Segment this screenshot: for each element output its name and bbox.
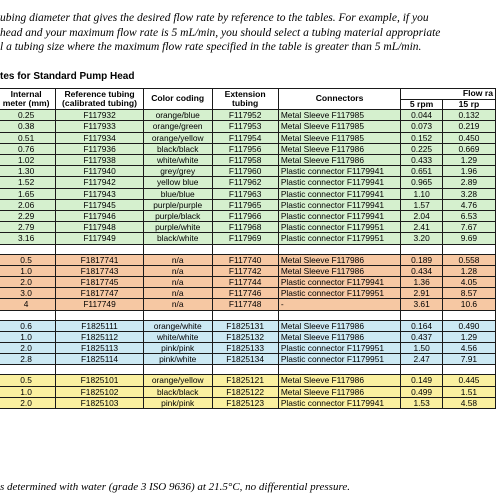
cell-color-coding: n/a: [143, 299, 212, 310]
cell-extension-tubing: F117953: [212, 121, 278, 132]
header-reference-tubing-text: Reference tubing (calibrated tubing): [62, 88, 138, 109]
separator-cell: [56, 244, 144, 254]
separator-cell: [212, 244, 278, 254]
cell-reference-tubing: F117933: [56, 121, 144, 132]
separator-cell: [212, 310, 278, 320]
cell-reference-tubing: F1825111: [56, 320, 144, 331]
separator-cell: [401, 365, 443, 375]
cell-connectors: Metal Sleeve F117986: [278, 331, 401, 342]
cell-connectors: Plastic connector F1179941: [278, 166, 401, 177]
cell-connectors: Plastic connector F1179941: [278, 199, 401, 210]
cell-connectors: Plastic connector F1179951: [278, 288, 401, 299]
cell-color-coding: purple/black: [143, 211, 212, 222]
cell-flow-5rpm: 1.57: [401, 199, 443, 210]
cell-flow-5rpm: 0.651: [401, 166, 443, 177]
cell-flow-5rpm: 0.433: [401, 155, 443, 166]
separator-cell: [212, 365, 278, 375]
cell-color-coding: orange/blue: [143, 110, 212, 121]
cell-color-coding: yellow blue: [143, 177, 212, 188]
flow-rate-table-body: [0, 110, 496, 409]
separator-cell: [143, 310, 212, 320]
cell-flow-15rpm: 8.57: [442, 288, 495, 299]
header-15-rpm: 15 rp: [442, 99, 495, 110]
table-row: [0, 343, 496, 354]
separator-cell: [278, 244, 401, 254]
header-flow-rate-text: Flow ra: [462, 88, 493, 98]
cell-connectors: Plastic connector F1179951: [278, 354, 401, 365]
cell-flow-15rpm: 7.91: [442, 354, 495, 365]
cell-extension-tubing: F117958: [212, 155, 278, 166]
cell-connectors: Metal Sleeve F117985: [278, 110, 401, 121]
cell-color-coding: n/a: [143, 254, 212, 265]
cell-reference-tubing: F1825112: [56, 331, 144, 342]
cell-flow-15rpm: 3.28: [442, 188, 495, 199]
cell-flow-5rpm: 0.965: [401, 177, 443, 188]
cell-reference-tubing: F117940: [56, 166, 144, 177]
cell-extension-tubing: F117965: [212, 199, 278, 210]
table-row: [0, 277, 496, 288]
header-color-coding-text: Color coding: [151, 93, 205, 104]
cell-flow-15rpm: 1.51: [442, 386, 495, 397]
cell-extension-tubing: F117969: [212, 233, 278, 244]
cell-connectors: Metal Sleeve F117986: [278, 254, 401, 265]
group-separator-row: [0, 310, 496, 320]
table-row: [0, 143, 496, 154]
cell-internal-diameter: 2.8: [0, 354, 56, 365]
cell-flow-5rpm: 0.499: [401, 386, 443, 397]
cell-extension-tubing: F117966: [212, 211, 278, 222]
cell-internal-diameter: 1.52: [0, 177, 56, 188]
cell-flow-15rpm: 0.445: [442, 375, 495, 386]
separator-cell: [143, 365, 212, 375]
cell-flow-5rpm: 0.044: [401, 110, 443, 121]
cell-reference-tubing: F117943: [56, 188, 144, 199]
intro-line: ubing diameter that gives the desired flow rate by reference to the tables. For example, if you: [0, 12, 429, 24]
cell-internal-diameter: 4: [0, 299, 56, 310]
header-internal-diameter-text: Internal meter (mm): [2, 88, 50, 109]
cell-connectors: Plastic connector F1179941: [278, 211, 401, 222]
cell-reference-tubing: F117946: [56, 211, 144, 222]
cell-flow-5rpm: 0.434: [401, 265, 443, 276]
cell-reference-tubing: F117938: [56, 155, 144, 166]
cell-color-coding: white/white: [143, 331, 212, 342]
table-row: [0, 397, 496, 408]
cell-flow-5rpm: 3.20: [401, 233, 443, 244]
header-extension-tubing-text: Extension tubing: [224, 88, 266, 109]
cell-internal-diameter: 2.29: [0, 211, 56, 222]
cell-reference-tubing: F117945: [56, 199, 144, 210]
separator-cell: [401, 244, 443, 254]
cell-extension-tubing: F117962: [212, 177, 278, 188]
cell-connectors: Metal Sleeve F117986: [278, 375, 401, 386]
cell-color-coding: purple/white: [143, 222, 212, 233]
cell-extension-tubing: F1825131: [212, 320, 278, 331]
cell-color-coding: white/white: [143, 155, 212, 166]
cell-connectors: Plastic connector F1179951: [278, 233, 401, 244]
cell-reference-tubing: F1825102: [56, 386, 144, 397]
cell-connectors: Plastic connector F1179951: [278, 222, 401, 233]
cell-color-coding: grey/grey: [143, 166, 212, 177]
cell-flow-15rpm: 4.05: [442, 277, 495, 288]
cell-reference-tubing: F1817747: [56, 288, 144, 299]
cell-flow-15rpm: 9.69: [442, 233, 495, 244]
table-row: [0, 211, 496, 222]
cell-color-coding: n/a: [143, 277, 212, 288]
cell-color-coding: orange/yellow: [143, 132, 212, 143]
separator-cell: [56, 365, 144, 375]
table-row: [0, 331, 496, 342]
cell-flow-5rpm: 3.61: [401, 299, 443, 310]
cell-reference-tubing: F117949: [56, 233, 144, 244]
table-row: [0, 265, 496, 276]
header-5-rpm: 5 rpm: [401, 99, 443, 110]
cell-internal-diameter: 0.6: [0, 320, 56, 331]
separator-cell: [56, 310, 144, 320]
cell-color-coding: purple/purple: [143, 199, 212, 210]
cell-flow-15rpm: 0.558: [442, 254, 495, 265]
separator-cell: [0, 244, 56, 254]
cell-flow-5rpm: 0.189: [401, 254, 443, 265]
cell-extension-tubing: F1825122: [212, 386, 278, 397]
cell-internal-diameter: 2.06: [0, 199, 56, 210]
separator-cell: [0, 310, 56, 320]
cell-flow-5rpm: 0.437: [401, 331, 443, 342]
cell-flow-15rpm: 0.490: [442, 320, 495, 331]
cell-flow-15rpm: 1.28: [442, 265, 495, 276]
cell-flow-15rpm: 1.29: [442, 331, 495, 342]
cell-reference-tubing: F117749: [56, 299, 144, 310]
cell-flow-5rpm: 0.152: [401, 132, 443, 143]
cell-internal-diameter: 1.0: [0, 265, 56, 276]
cell-color-coding: blue/blue: [143, 188, 212, 199]
cell-flow-15rpm: 4.76: [442, 199, 495, 210]
cell-connectors: Plastic connector F1179941: [278, 177, 401, 188]
table-row: [0, 121, 496, 132]
cell-extension-tubing: F117748: [212, 299, 278, 310]
separator-cell: [442, 365, 495, 375]
section-title: tes for Standard Pump Head: [0, 71, 135, 82]
header-color-coding: [143, 89, 212, 110]
cell-flow-15rpm: 0.450: [442, 132, 495, 143]
table-row: [0, 233, 496, 244]
cell-internal-diameter: 0.76: [0, 143, 56, 154]
cell-internal-diameter: 3.0: [0, 288, 56, 299]
cell-flow-5rpm: 2.41: [401, 222, 443, 233]
cell-internal-diameter: 2.0: [0, 343, 56, 354]
cell-extension-tubing: F117956: [212, 143, 278, 154]
cell-connectors: Metal Sleeve F117986: [278, 320, 401, 331]
cell-flow-15rpm: 2.89: [442, 177, 495, 188]
cell-connectors: Plastic connector F1179941: [278, 277, 401, 288]
table-row: [0, 199, 496, 210]
cell-color-coding: black/black: [143, 143, 212, 154]
separator-cell: [0, 365, 56, 375]
cell-internal-diameter: 0.5: [0, 375, 56, 386]
separator-cell: [401, 310, 443, 320]
header-internal-diameter: [0, 89, 56, 110]
cell-flow-5rpm: 0.149: [401, 375, 443, 386]
cell-connectors: Plastic connector F1179941: [278, 397, 401, 408]
cell-reference-tubing: F1817745: [56, 277, 144, 288]
cell-flow-5rpm: 1.36: [401, 277, 443, 288]
cell-color-coding: black/black: [143, 386, 212, 397]
footnote: s determined with water (grade 3 ISO 9636) at 21.5°C, no differential pressure.: [0, 481, 350, 493]
cell-color-coding: orange/yellow: [143, 375, 212, 386]
cell-reference-tubing: F117932: [56, 110, 144, 121]
cell-color-coding: pink/white: [143, 354, 212, 365]
cell-reference-tubing: F117948: [56, 222, 144, 233]
cell-flow-5rpm: 0.225: [401, 143, 443, 154]
cell-extension-tubing: F117963: [212, 188, 278, 199]
cell-flow-15rpm: 0.219: [442, 121, 495, 132]
cell-extension-tubing: F117952: [212, 110, 278, 121]
table-row: [0, 386, 496, 397]
table-row: [0, 110, 496, 121]
cell-connectors: Plastic connector F1179951: [278, 343, 401, 354]
cell-internal-diameter: 0.38: [0, 121, 56, 132]
cell-internal-diameter: 0.5: [0, 254, 56, 265]
cell-internal-diameter: 0.25: [0, 110, 56, 121]
cell-extension-tubing: F117740: [212, 254, 278, 265]
cell-extension-tubing: F117954: [212, 132, 278, 143]
cell-extension-tubing: F1825132: [212, 331, 278, 342]
header-extension-tubing: [212, 89, 278, 110]
cell-connectors: Metal Sleeve F117985: [278, 132, 401, 143]
separator-cell: [278, 365, 401, 375]
cell-flow-5rpm: 2.91: [401, 288, 443, 299]
separator-cell: [278, 310, 401, 320]
cell-color-coding: n/a: [143, 288, 212, 299]
cell-reference-tubing: F1817741: [56, 254, 144, 265]
separator-cell: [143, 244, 212, 254]
intro-line: l a tubing size where the maximum flow rate specified in the table is greater than 5 mL/min.: [0, 41, 422, 53]
cell-flow-15rpm: 7.67: [442, 222, 495, 233]
cell-extension-tubing: F1825134: [212, 354, 278, 365]
header-connectors-text: Connectors: [315, 93, 364, 104]
cell-reference-tubing: F1825103: [56, 397, 144, 408]
cell-reference-tubing: F1817743: [56, 265, 144, 276]
intro-line: head and your maximum flow rate is 5 mL/min, you should select a tubing material appropriate: [0, 26, 441, 39]
table-row: [0, 188, 496, 199]
header-flow-rate: [401, 89, 496, 100]
cell-reference-tubing: F117942: [56, 177, 144, 188]
cell-flow-5rpm: 2.47: [401, 354, 443, 365]
table-row: [0, 354, 496, 365]
cell-flow-15rpm: 6.53: [442, 211, 495, 222]
table-row: [0, 288, 496, 299]
cell-reference-tubing: F117934: [56, 132, 144, 143]
cell-flow-5rpm: 1.53: [401, 397, 443, 408]
header-connectors: [278, 89, 401, 110]
cell-reference-tubing: F1825114: [56, 354, 144, 365]
cell-extension-tubing: F117968: [212, 222, 278, 233]
table-row: [0, 320, 496, 331]
cell-color-coding: n/a: [143, 265, 212, 276]
table-row: [0, 375, 496, 386]
cell-extension-tubing: F1825121: [212, 375, 278, 386]
cell-extension-tubing: F117742: [212, 265, 278, 276]
cell-extension-tubing: F1825123: [212, 397, 278, 408]
cell-flow-15rpm: 4.56: [442, 343, 495, 354]
cell-flow-15rpm: 1.29: [442, 155, 495, 166]
table-row: [0, 132, 496, 143]
table-row: [0, 166, 496, 177]
cell-flow-15rpm: 4.58: [442, 397, 495, 408]
cell-extension-tubing: F117960: [212, 166, 278, 177]
cell-flow-5rpm: 0.073: [401, 121, 443, 132]
cell-internal-diameter: 2.0: [0, 277, 56, 288]
cell-color-coding: orange/white: [143, 320, 212, 331]
cell-extension-tubing: F117746: [212, 288, 278, 299]
table-row: [0, 222, 496, 233]
table-row: [0, 299, 496, 310]
cell-internal-diameter: 0.51: [0, 132, 56, 143]
cell-internal-diameter: 2.0: [0, 397, 56, 408]
cell-flow-15rpm: 10.6: [442, 299, 495, 310]
separator-cell: [442, 244, 495, 254]
cell-flow-5rpm: 0.164: [401, 320, 443, 331]
cell-reference-tubing: F117936: [56, 143, 144, 154]
cell-connectors: Metal Sleeve F117986: [278, 265, 401, 276]
table-row: [0, 254, 496, 265]
intro-paragraph: [0, 11, 500, 55]
cell-color-coding: pink/pink: [143, 397, 212, 408]
cell-color-coding: pink/pink: [143, 343, 212, 354]
cell-connectors: Metal Sleeve F117986: [278, 155, 401, 166]
cell-flow-5rpm: 2.04: [401, 211, 443, 222]
group-separator-row: [0, 365, 496, 375]
cell-color-coding: orange/green: [143, 121, 212, 132]
cell-extension-tubing: F1825133: [212, 343, 278, 354]
cell-flow-15rpm: 0.669: [442, 143, 495, 154]
table-row: [0, 177, 496, 188]
cell-color-coding: black/white: [143, 233, 212, 244]
cell-flow-15rpm: 0.132: [442, 110, 495, 121]
cell-flow-5rpm: 1.10: [401, 188, 443, 199]
cell-internal-diameter: 3.16: [0, 233, 56, 244]
cell-internal-diameter: 1.02: [0, 155, 56, 166]
cell-internal-diameter: 2.79: [0, 222, 56, 233]
header-reference-tubing: [56, 89, 144, 110]
cell-extension-tubing: F117744: [212, 277, 278, 288]
cell-internal-diameter: 1.0: [0, 331, 56, 342]
cell-connectors: Metal Sleeve F117985: [278, 121, 401, 132]
cell-connectors: -: [278, 299, 401, 310]
cell-internal-diameter: 1.0: [0, 386, 56, 397]
cell-connectors: Plastic connector F1179941: [278, 188, 401, 199]
cell-reference-tubing: F1825113: [56, 343, 144, 354]
flow-rate-table: [0, 88, 496, 409]
cell-internal-diameter: 1.30: [0, 166, 56, 177]
cell-internal-diameter: 1.65: [0, 188, 56, 199]
table-row: [0, 155, 496, 166]
cell-connectors: Metal Sleeve F117986: [278, 386, 401, 397]
cell-connectors: Metal Sleeve F117986: [278, 143, 401, 154]
cell-flow-15rpm: 1.96: [442, 166, 495, 177]
separator-cell: [442, 310, 495, 320]
cell-reference-tubing: F1825101: [56, 375, 144, 386]
cell-flow-5rpm: 1.50: [401, 343, 443, 354]
group-separator-row: [0, 244, 496, 254]
